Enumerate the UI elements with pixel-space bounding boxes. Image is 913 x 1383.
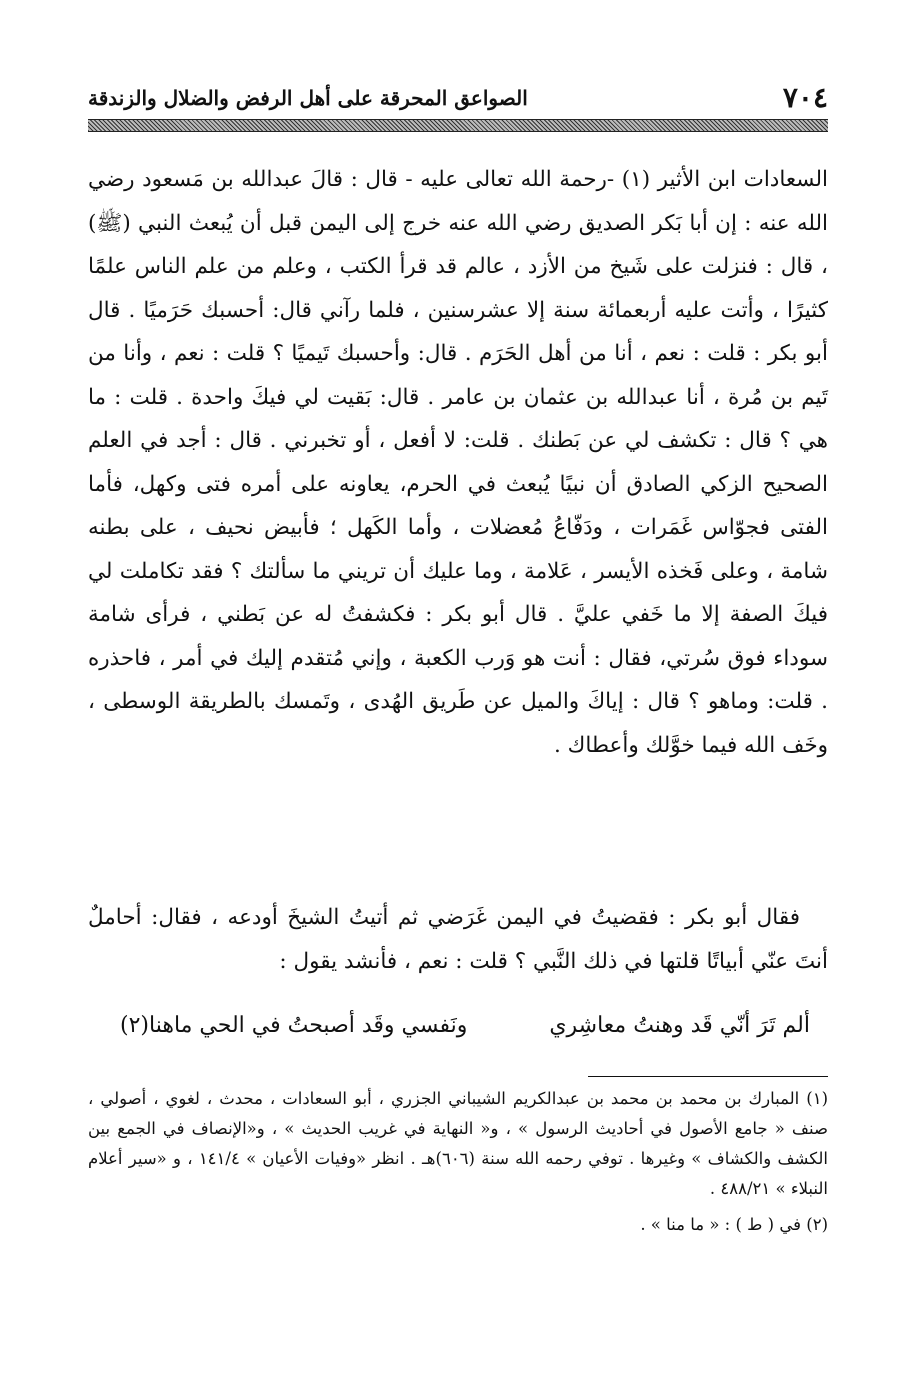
- footnote-divider: [588, 1076, 828, 1077]
- paragraph: السعادات ابن الأثير (١) -رحمة الله تعالى عليه - قال : قالَ عبدالله بن مَسعود رضي الله عنه : إن أبا بَكر الصديق رضي الله عنه خرج إلى اليمن قبل أن يُبعث النبي (ﷺ) ، قال : فنزلت على شَيخ من الأزد ، عالم قد قرأ الكتب ، وعلم من علم الناس علمًا كثيرًا ، وأتت عليه أربعمائة سنة إلا عشرسنين ، فلما رآني قال: أحسبك حَرَميًا . قال أبو بكر : قلت : نعم ، أنا من أهل الحَرَم . قال: وأحسبك تَيميًا ؟ قلت : نعم ، وأنا من تَيم بن مُرة ، أنا عبدالله بن عثمان بن عامر . قال: بَقيت لي فيكَ واحدة . قلت : ما هي ؟ قال : تكشف لي عن بَطنك . قلت: لا أفعل ، أو تخبرني . قال : أجد في العلم الصحيح الزكي الصادق أن نبيًا يُبعث في الحرم، يعاونه على أمره فتى وكهل، فأما الفتى فجوّاس غَمَرات ، ودَفّاعُ مُعضلات ، وأما الكَهل ؛ فأبيض نحيف ، على بطنه شامة ، وعلى فَخذه الأيسر ، عَلامة ، وما عليك أن تريني ما سألتك ؟ فقد تكاملت لي فيكَ الصفة إلا ما خَفي عليَّ . قال أبو بكر : فكشفتُ له عن بَطني ، فرأى شامة سوداء فوق سُرتي، فقال : أنت هو وَرب الكعبة ، وإني مُتقدم إليك في أمر ، فاحذره . قلت: وماهو ؟ قال : إياكَ والميل عن طَريق الهُدى ، وتَمسك بالطريقة الوسطى ، وخَف الله فيما خوَّلك وأعطاك .: [88, 167, 829, 758]
- page-header: [88, 80, 828, 116]
- verse-second-hemistich: ونَفسي وقَد أصبحتُ في الحي ماهنا(٢): [120, 1013, 468, 1038]
- running-title: الصواعق المحرقة على أهل الرفض والضلال والزندقة: [88, 86, 528, 110]
- poetry-verse: [120, 1004, 810, 1048]
- paragraph: فقال أبو بكر : فقضيتُ في اليمن غَرَضي ثم أتيتُ الشيخَ أودعه ، فقال: أحاملٌ أنتَ عنّي أبياتًا قلتها في ذلك النَّبي ؟ قلت : نعم ، فأنشد يقول :: [88, 905, 828, 974]
- footnotes: [88, 1084, 828, 1240]
- main-text: [88, 158, 828, 767]
- verse-first-hemistich: ألم تَرَ أنّي قَد وهنتُ معاشِري: [549, 1013, 810, 1038]
- main-text-continued: [88, 896, 828, 983]
- footnote-2: (٢) في ( ط ) : « ما منا » .: [640, 1215, 828, 1234]
- header-divider: [88, 119, 828, 132]
- page-number: ٧٠٤: [782, 81, 828, 114]
- footnote-1: (١) المبارك بن محمد بن محمد بن عبدالكريم الشيباني الجزري ، أبو السعادات ، محدث ، لغوي ، أصولي ، صنف « جامع الأصول في أحاديث الرسول » ، و« النهاية في غريب الحديث » ، و«الإنصاف في الجمع بين الكشف والكشاف » وغيرها . توفي رحمه الله سنة (٦٠٦)هـ . انظر «وفيات الأعيان » ١٤١/٤ ، و «سير أعلام النبلاء » ٤٨٨/٢١ .: [88, 1089, 828, 1198]
